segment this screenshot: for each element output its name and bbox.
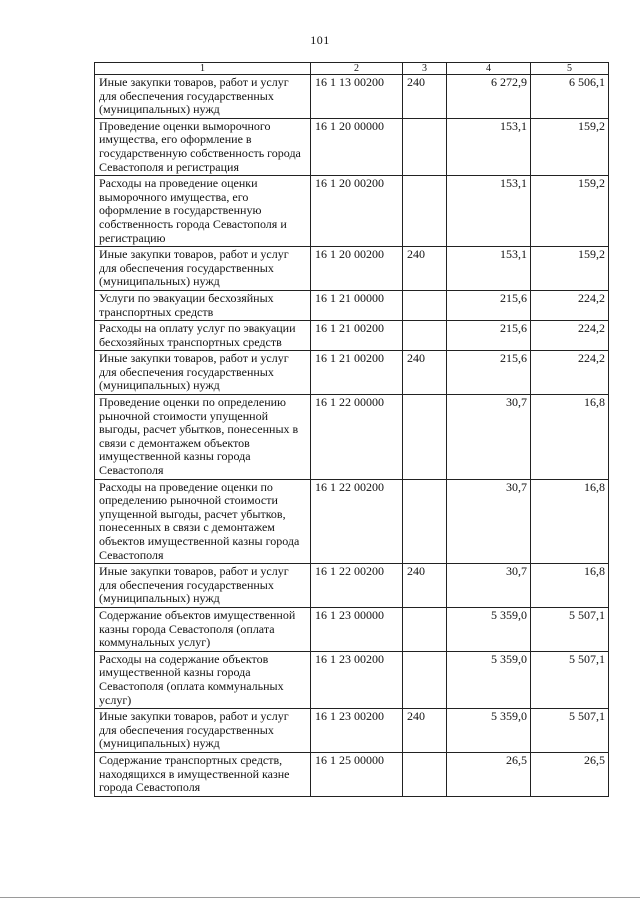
row-year-2-amount-cell: 159,2 xyxy=(531,118,609,175)
table-row xyxy=(95,118,609,175)
row-year-1-amount-cell: 153,1 xyxy=(447,118,531,175)
table-body xyxy=(95,75,609,797)
row-expense-type-cell xyxy=(403,651,447,708)
table-row xyxy=(95,176,609,247)
row-expense-type-cell xyxy=(403,479,447,564)
row-year-1-amount-cell: 26,5 xyxy=(447,752,531,796)
row-expense-type-cell: 240 xyxy=(403,75,447,119)
row-year-1-amount-cell: 5 359,0 xyxy=(447,709,531,753)
row-year-2-amount-cell: 16,8 xyxy=(531,564,609,608)
row-code-cell: 16 1 21 00200 xyxy=(311,321,403,351)
table-row xyxy=(95,321,609,351)
row-name-cell: Иные закупки товаров, работ и услуг для обеспечения государственных (муниципальных) нужд xyxy=(95,75,311,119)
table-row xyxy=(95,290,609,320)
row-code-cell: 16 1 22 00200 xyxy=(311,564,403,608)
column-header-code: 2 xyxy=(311,63,403,75)
row-year-1-amount-cell: 153,1 xyxy=(447,176,531,247)
row-year-2-amount-cell: 26,5 xyxy=(531,752,609,796)
row-year-1-amount-cell: 215,6 xyxy=(447,351,531,395)
row-year-2-amount-cell: 16,8 xyxy=(531,395,609,480)
row-name-cell: Содержание транспортных средств, находящихся в имущественной казне города Севастополя xyxy=(95,752,311,796)
row-name-cell: Расходы на оплату услуг по эвакуации бесхозяйных транспортных средств xyxy=(95,321,311,351)
row-code-cell: 16 1 20 00200 xyxy=(311,247,403,291)
row-year-2-amount-cell: 224,2 xyxy=(531,290,609,320)
row-year-2-amount-cell: 5 507,1 xyxy=(531,607,609,651)
row-year-2-amount-cell: 224,2 xyxy=(531,351,609,395)
row-year-2-amount-cell: 224,2 xyxy=(531,321,609,351)
row-year-1-amount-cell: 215,6 xyxy=(447,321,531,351)
budget-table xyxy=(94,62,609,797)
row-year-1-amount-cell: 30,7 xyxy=(447,564,531,608)
row-year-2-amount-cell: 5 507,1 xyxy=(531,651,609,708)
table-row xyxy=(95,75,609,119)
row-code-cell: 16 1 13 00200 xyxy=(311,75,403,119)
column-header-year-1-amount: 4 xyxy=(447,63,531,75)
row-year-2-amount-cell: 159,2 xyxy=(531,176,609,247)
row-year-1-amount-cell: 5 359,0 xyxy=(447,651,531,708)
row-year-1-amount-cell: 5 359,0 xyxy=(447,607,531,651)
table-row xyxy=(95,607,609,651)
row-code-cell: 16 1 22 00000 xyxy=(311,395,403,480)
row-year-2-amount-cell: 6 506,1 xyxy=(531,75,609,119)
table-row xyxy=(95,247,609,291)
row-code-cell: 16 1 21 00200 xyxy=(311,351,403,395)
row-name-cell: Услуги по эвакуации бесхозяйных транспортных средств xyxy=(95,290,311,320)
table-row xyxy=(95,564,609,608)
page-bottom-rule xyxy=(0,897,640,898)
table-row xyxy=(95,479,609,564)
row-name-cell: Иные закупки товаров, работ и услуг для обеспечения государственных (муниципальных) нужд xyxy=(95,247,311,291)
row-code-cell: 16 1 23 00200 xyxy=(311,651,403,708)
row-expense-type-cell xyxy=(403,118,447,175)
page-number: 101 xyxy=(310,33,330,47)
row-code-cell: 16 1 20 00200 xyxy=(311,176,403,247)
row-name-cell: Проведение оценки выморочного имущества, его оформление в государственную собственность города Севастополя и регистрация xyxy=(95,118,311,175)
row-year-2-amount-cell: 159,2 xyxy=(531,247,609,291)
row-expense-type-cell xyxy=(403,607,447,651)
row-name-cell: Расходы на проведение оценки выморочного имущества, его оформление в государственную собственность города Севастополя и регистрацию xyxy=(95,176,311,247)
table-row xyxy=(95,351,609,395)
row-name-cell: Иные закупки товаров, работ и услуг для обеспечения государственных (муниципальных) нужд xyxy=(95,564,311,608)
row-year-1-amount-cell: 153,1 xyxy=(447,247,531,291)
row-code-cell: 16 1 23 00000 xyxy=(311,607,403,651)
row-name-cell: Расходы на проведение оценки по определению рыночной стоимости упущенной выгоды, расчет убытков, понесенных в связи с демонтажем объектов имущественной казны города Севастополя xyxy=(95,479,311,564)
row-expense-type-cell: 240 xyxy=(403,247,447,291)
row-expense-type-cell xyxy=(403,395,447,480)
row-year-1-amount-cell: 30,7 xyxy=(447,479,531,564)
row-expense-type-cell: 240 xyxy=(403,351,447,395)
row-year-1-amount-cell: 30,7 xyxy=(447,395,531,480)
row-name-cell: Проведение оценки по определению рыночной стоимости упущенной выгоды, расчет убытков, понесенных в связи с демонтажем объектов имущественной казны города Севастополя xyxy=(95,395,311,480)
row-expense-type-cell: 240 xyxy=(403,709,447,753)
row-code-cell: 16 1 22 00200 xyxy=(311,479,403,564)
row-expense-type-cell xyxy=(403,321,447,351)
row-expense-type-cell: 240 xyxy=(403,564,447,608)
row-expense-type-cell xyxy=(403,176,447,247)
row-expense-type-cell xyxy=(403,290,447,320)
row-name-cell: Расходы на содержание объектов имущественной казны города Севастополя (оплата коммунальных услуг) xyxy=(95,651,311,708)
table-row xyxy=(95,395,609,480)
column-header-name: 1 xyxy=(95,63,311,75)
row-expense-type-cell xyxy=(403,752,447,796)
row-year-1-amount-cell: 6 272,9 xyxy=(447,75,531,119)
row-name-cell: Иные закупки товаров, работ и услуг для обеспечения государственных (муниципальных) нужд xyxy=(95,709,311,753)
row-code-cell: 16 1 20 00000 xyxy=(311,118,403,175)
column-header-year-2-amount: 5 xyxy=(531,63,609,75)
table-row xyxy=(95,651,609,708)
row-year-2-amount-cell: 16,8 xyxy=(531,479,609,564)
row-name-cell: Содержание объектов имущественной казны города Севастополя (оплата коммунальных услуг) xyxy=(95,607,311,651)
column-header-expense-type: 3 xyxy=(403,63,447,75)
table-header-row xyxy=(95,63,609,75)
row-code-cell: 16 1 21 00000 xyxy=(311,290,403,320)
row-code-cell: 16 1 23 00200 xyxy=(311,709,403,753)
table-row xyxy=(95,752,609,796)
row-code-cell: 16 1 25 00000 xyxy=(311,752,403,796)
row-year-2-amount-cell: 5 507,1 xyxy=(531,709,609,753)
row-year-1-amount-cell: 215,6 xyxy=(447,290,531,320)
row-name-cell: Иные закупки товаров, работ и услуг для обеспечения государственных (муниципальных) нужд xyxy=(95,351,311,395)
table-row xyxy=(95,709,609,753)
